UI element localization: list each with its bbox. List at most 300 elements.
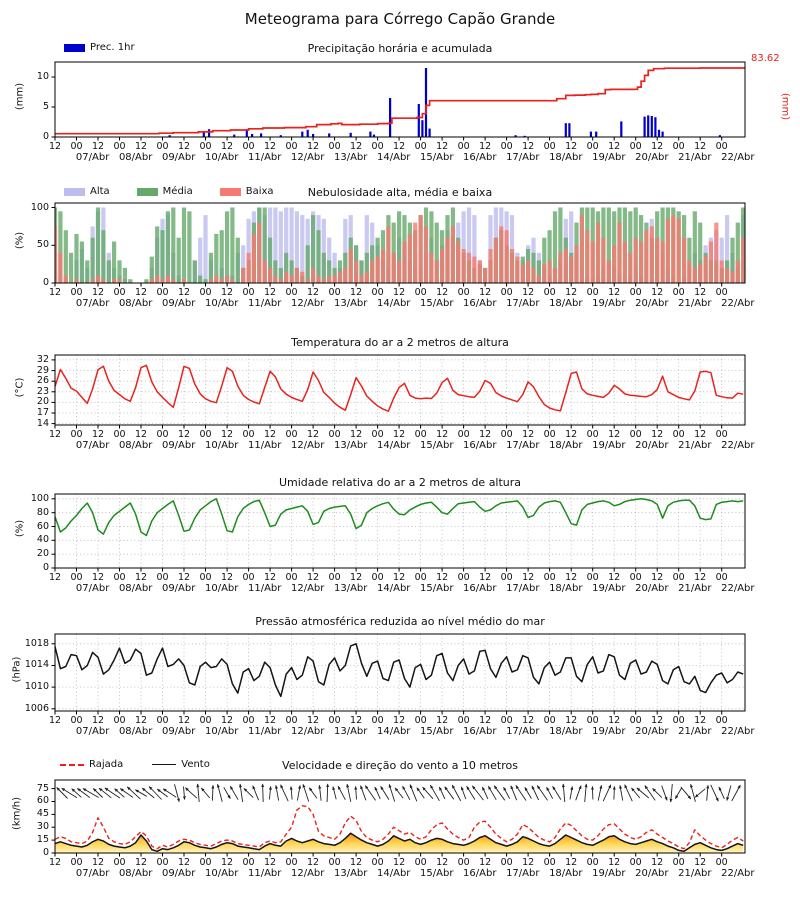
y-tick-label: 100 bbox=[30, 492, 49, 504]
x-tick-label: 00 bbox=[156, 429, 169, 440]
legend-wind bbox=[60, 759, 210, 770]
y-tick-label: 80 bbox=[36, 506, 49, 518]
ylabel-wind: (km/h) bbox=[11, 796, 23, 831]
x-tick-label: 00 bbox=[457, 141, 470, 152]
x-tick-label: 00 bbox=[586, 857, 599, 868]
x-tick-label: 12 bbox=[479, 857, 492, 868]
day-label: 08/Abr bbox=[118, 583, 153, 594]
ylabel-precip-right: (mm) bbox=[779, 92, 791, 121]
y-tick-label: 30 bbox=[36, 821, 49, 833]
day-label: 07/Abr bbox=[75, 868, 110, 879]
x-tick-label: 12 bbox=[221, 715, 234, 726]
x-tick-label: 12 bbox=[436, 287, 449, 298]
x-tick-label: 12 bbox=[307, 715, 320, 726]
x-tick-label: 12 bbox=[177, 287, 191, 298]
x-tick-label: 12 bbox=[350, 429, 363, 440]
x-tick-label: 00 bbox=[672, 141, 685, 152]
day-label: 08/Abr bbox=[118, 868, 153, 879]
x-tick-label: 00 bbox=[371, 287, 384, 298]
day-label: 15/Abr bbox=[420, 440, 454, 451]
x-tick-label: 00 bbox=[586, 429, 599, 440]
day-label: 22/Abr bbox=[721, 152, 755, 163]
x-tick-label: 00 bbox=[586, 141, 599, 152]
x-tick-label: 12 bbox=[91, 429, 105, 440]
legend-clouds bbox=[64, 186, 274, 197]
x-tick-label: 12 bbox=[177, 429, 191, 440]
x-tick-label: 12 bbox=[522, 857, 535, 868]
x-tick-label: 12 bbox=[608, 141, 621, 152]
x-tick-label: 00 bbox=[242, 429, 255, 440]
panel-title-pressure: Pressão atmosférica reduzida ao nível médio do mar bbox=[255, 615, 545, 628]
x-tick-label: 00 bbox=[586, 715, 599, 726]
x-tick-label: 12 bbox=[479, 141, 492, 152]
x-tick-label: 12 bbox=[350, 572, 363, 583]
x-tick-label: 12 bbox=[91, 715, 105, 726]
day-label: 19/Abr bbox=[592, 583, 626, 594]
x-tick-label: 00 bbox=[199, 857, 212, 868]
day-label: 09/Abr bbox=[161, 726, 196, 737]
x-tick-label: 12 bbox=[522, 429, 535, 440]
x-tick-label: 00 bbox=[371, 857, 384, 868]
x-tick-label: 00 bbox=[285, 429, 298, 440]
x-tick-label: 12 bbox=[221, 287, 234, 298]
x-tick-label: 12 bbox=[565, 287, 578, 298]
y-tick-label: 26 bbox=[36, 375, 49, 387]
x-tick-label: 00 bbox=[586, 572, 599, 583]
x-tick-label: 12 bbox=[651, 141, 664, 152]
day-label: 14/Abr bbox=[377, 440, 411, 451]
day-label: 20/Abr bbox=[635, 583, 669, 594]
x-tick-label: 12 bbox=[651, 572, 664, 583]
x-tick-label: 12 bbox=[522, 715, 535, 726]
x-tick-label: 12 bbox=[393, 287, 406, 298]
x-tick-label: 00 bbox=[242, 715, 255, 726]
x-tick-label: 12 bbox=[350, 141, 363, 152]
y-tick-label: 32 bbox=[36, 353, 49, 365]
day-label: 21/Abr bbox=[678, 726, 712, 737]
y-tick-label: 75 bbox=[36, 782, 49, 794]
x-tick-label: 00 bbox=[113, 429, 126, 440]
day-label: 09/Abr bbox=[161, 868, 196, 879]
y-tick-label: 100 bbox=[30, 201, 49, 213]
x-tick-label: 12 bbox=[608, 287, 621, 298]
legend-label-prec1hr: Prec. 1hr bbox=[90, 42, 135, 53]
x-tick-label: 12 bbox=[91, 572, 105, 583]
x-tick-label: 00 bbox=[70, 429, 83, 440]
day-label: 18/Abr bbox=[549, 583, 583, 594]
x-tick-label: 00 bbox=[457, 429, 470, 440]
x-tick-label: 00 bbox=[543, 857, 556, 868]
day-label: 17/Abr bbox=[506, 726, 540, 737]
day-label: 18/Abr bbox=[549, 868, 583, 879]
x-tick-label: 12 bbox=[565, 857, 578, 868]
day-label: 15/Abr bbox=[420, 298, 454, 309]
x-tick-label: 12 bbox=[350, 857, 363, 868]
x-tick-label: 12 bbox=[393, 715, 406, 726]
x-tick-label: 00 bbox=[371, 715, 384, 726]
x-tick-label: 00 bbox=[500, 572, 513, 583]
x-tick-label: 00 bbox=[672, 429, 685, 440]
x-tick-label: 00 bbox=[242, 857, 255, 868]
day-label: 19/Abr bbox=[592, 440, 626, 451]
prec1hr-swatch-icon bbox=[64, 44, 85, 52]
day-label: 17/Abr bbox=[506, 583, 540, 594]
x-tick-label: 12 bbox=[651, 287, 664, 298]
x-tick-label: 12 bbox=[91, 141, 105, 152]
x-tick-label: 00 bbox=[629, 429, 642, 440]
x-tick-label: 12 bbox=[565, 429, 578, 440]
x-tick-label: 00 bbox=[629, 715, 642, 726]
x-tick-label: 00 bbox=[629, 857, 642, 868]
day-label: 12/Abr bbox=[290, 583, 325, 594]
x-tick-label: 00 bbox=[715, 141, 728, 152]
x-tick-label: 12 bbox=[48, 141, 62, 152]
x-tick-label: 00 bbox=[715, 429, 728, 440]
day-label: 09/Abr bbox=[161, 152, 196, 163]
y-tick-label: 20 bbox=[36, 396, 49, 408]
legend-label-vento: Vento bbox=[181, 759, 210, 770]
day-label: 08/Abr bbox=[118, 726, 153, 737]
day-label: 10/Abr bbox=[204, 583, 239, 594]
x-tick-label: 00 bbox=[543, 287, 556, 298]
x-tick-label: 00 bbox=[414, 857, 427, 868]
x-tick-label: 12 bbox=[221, 141, 234, 152]
y-tick-label: 45 bbox=[36, 808, 49, 820]
x-tick-label: 00 bbox=[328, 287, 341, 298]
x-tick-label: 00 bbox=[242, 287, 255, 298]
x-tick-label: 12 bbox=[694, 141, 707, 152]
x-tick-label: 00 bbox=[672, 287, 685, 298]
x-tick-label: 12 bbox=[608, 715, 621, 726]
day-label: 13/Abr bbox=[334, 583, 368, 594]
x-tick-label: 00 bbox=[156, 572, 169, 583]
x-tick-label: 12 bbox=[48, 715, 62, 726]
x-tick-label: 12 bbox=[694, 429, 707, 440]
x-tick-label: 00 bbox=[70, 857, 83, 868]
x-tick-label: 00 bbox=[70, 287, 83, 298]
y-tick-label: 5 bbox=[42, 101, 49, 112]
panel-title-humidity: Umidade relativa do ar a 2 metros de altura bbox=[278, 476, 522, 489]
x-tick-label: 00 bbox=[113, 715, 126, 726]
x-tick-label: 00 bbox=[543, 429, 556, 440]
baixa-swatch-icon bbox=[220, 188, 241, 196]
x-tick-label: 00 bbox=[285, 572, 298, 583]
x-tick-label: 12 bbox=[479, 429, 492, 440]
x-tick-label: 00 bbox=[500, 287, 513, 298]
x-tick-label: 00 bbox=[414, 572, 427, 583]
x-tick-label: 12 bbox=[177, 857, 191, 868]
x-tick-label: 12 bbox=[694, 715, 707, 726]
x-tick-label: 00 bbox=[242, 141, 255, 152]
legend-precip bbox=[64, 42, 135, 53]
x-tick-label: 12 bbox=[134, 287, 148, 298]
day-label: 07/Abr bbox=[75, 583, 110, 594]
x-tick-label: 00 bbox=[242, 572, 255, 583]
x-tick-label: 00 bbox=[414, 287, 427, 298]
x-tick-label: 00 bbox=[199, 287, 212, 298]
x-tick-label: 00 bbox=[156, 715, 169, 726]
day-label: 08/Abr bbox=[118, 298, 153, 309]
x-tick-label: 00 bbox=[328, 857, 341, 868]
x-tick-label: 00 bbox=[457, 857, 470, 868]
y-tick-label: 1014 bbox=[24, 659, 49, 671]
x-tick-label: 12 bbox=[350, 715, 363, 726]
x-tick-label: 12 bbox=[479, 572, 492, 583]
x-tick-label: 00 bbox=[672, 572, 685, 583]
x-tick-label: 00 bbox=[285, 857, 298, 868]
x-tick-label: 12 bbox=[651, 715, 664, 726]
x-tick-label: 12 bbox=[694, 287, 707, 298]
x-tick-label: 00 bbox=[500, 429, 513, 440]
x-tick-label: 00 bbox=[156, 141, 169, 152]
day-label: 10/Abr bbox=[204, 152, 239, 163]
x-tick-label: 00 bbox=[500, 141, 513, 152]
x-tick-label: 00 bbox=[199, 141, 212, 152]
x-tick-label: 00 bbox=[371, 572, 384, 583]
x-tick-label: 00 bbox=[328, 429, 341, 440]
x-tick-label: 12 bbox=[91, 287, 105, 298]
x-tick-label: 00 bbox=[543, 572, 556, 583]
x-tick-label: 12 bbox=[134, 857, 148, 868]
x-tick-label: 00 bbox=[629, 287, 642, 298]
day-label: 17/Abr bbox=[506, 298, 540, 309]
x-tick-label: 12 bbox=[522, 287, 535, 298]
day-label: 16/Abr bbox=[463, 440, 497, 451]
day-label: 22/Abr bbox=[721, 726, 755, 737]
day-label: 21/Abr bbox=[678, 298, 712, 309]
x-tick-label: 00 bbox=[328, 141, 341, 152]
x-tick-label: 00 bbox=[715, 857, 728, 868]
x-tick-label: 00 bbox=[672, 715, 685, 726]
day-label: 15/Abr bbox=[420, 152, 454, 163]
y-tick-label: 0 bbox=[42, 847, 49, 858]
x-tick-label: 00 bbox=[543, 715, 556, 726]
x-tick-label: 12 bbox=[694, 572, 707, 583]
day-label: 12/Abr bbox=[290, 298, 325, 309]
y-tick-label: 17 bbox=[36, 406, 49, 418]
precip-total-value: 83.62 bbox=[751, 53, 780, 64]
day-label: 16/Abr bbox=[463, 583, 497, 594]
day-label: 14/Abr bbox=[377, 726, 411, 737]
x-tick-label: 12 bbox=[393, 141, 406, 152]
day-label: 15/Abr bbox=[420, 583, 454, 594]
x-tick-label: 00 bbox=[70, 141, 83, 152]
x-tick-label: 00 bbox=[500, 857, 513, 868]
x-tick-label: 12 bbox=[307, 572, 320, 583]
x-tick-label: 12 bbox=[350, 287, 363, 298]
y-tick-label: 0 bbox=[42, 131, 49, 142]
day-label: 16/Abr bbox=[463, 868, 497, 879]
day-label: 10/Abr bbox=[204, 726, 239, 737]
day-label: 22/Abr bbox=[721, 298, 755, 309]
x-tick-label: 00 bbox=[113, 287, 126, 298]
x-tick-label: 12 bbox=[134, 715, 148, 726]
x-tick-label: 12 bbox=[48, 429, 62, 440]
x-tick-label: 12 bbox=[608, 857, 621, 868]
x-tick-label: 00 bbox=[543, 141, 556, 152]
x-tick-label: 00 bbox=[199, 572, 212, 583]
day-label: 11/Abr bbox=[247, 726, 282, 737]
day-label: 20/Abr bbox=[635, 298, 669, 309]
x-tick-label: 12 bbox=[48, 572, 62, 583]
x-tick-label: 00 bbox=[113, 572, 126, 583]
day-label: 16/Abr bbox=[463, 152, 497, 163]
day-label: 09/Abr bbox=[161, 298, 196, 309]
x-tick-label: 12 bbox=[393, 429, 406, 440]
day-label: 10/Abr bbox=[204, 440, 239, 451]
x-tick-label: 12 bbox=[522, 141, 535, 152]
legend-label-media: Média bbox=[162, 186, 193, 197]
y-tick-label: 60 bbox=[36, 795, 49, 807]
rajada-line-icon bbox=[60, 764, 84, 766]
x-tick-label: 00 bbox=[156, 857, 169, 868]
x-tick-label: 00 bbox=[672, 857, 685, 868]
day-label: 11/Abr bbox=[247, 583, 282, 594]
x-tick-label: 00 bbox=[285, 715, 298, 726]
x-tick-label: 12 bbox=[393, 572, 406, 583]
day-label: 13/Abr bbox=[334, 298, 368, 309]
x-tick-label: 12 bbox=[479, 287, 492, 298]
day-label: 11/Abr bbox=[247, 868, 282, 879]
day-label: 10/Abr bbox=[204, 298, 239, 309]
media-swatch-icon bbox=[137, 188, 158, 196]
day-label: 17/Abr bbox=[506, 152, 540, 163]
day-label: 21/Abr bbox=[678, 583, 712, 594]
day-label: 21/Abr bbox=[678, 440, 712, 451]
y-tick-label: 1018 bbox=[24, 637, 49, 649]
day-label: 12/Abr bbox=[290, 868, 325, 879]
y-tick-label: 40 bbox=[36, 534, 49, 546]
x-tick-label: 00 bbox=[457, 287, 470, 298]
day-label: 22/Abr bbox=[721, 440, 755, 451]
y-tick-label: 1010 bbox=[24, 681, 49, 693]
x-tick-label: 12 bbox=[91, 857, 105, 868]
y-tick-label: 29 bbox=[36, 364, 49, 376]
panel-title-clouds: Nebulosidade alta, média e baixa bbox=[307, 186, 493, 199]
day-label: 19/Abr bbox=[592, 726, 626, 737]
x-tick-label: 12 bbox=[264, 715, 277, 726]
day-label: 21/Abr bbox=[678, 868, 712, 879]
day-label: 11/Abr bbox=[247, 152, 282, 163]
y-tick-label: 14 bbox=[36, 417, 49, 429]
day-label: 12/Abr bbox=[290, 152, 325, 163]
day-label: 20/Abr bbox=[635, 152, 669, 163]
x-tick-label: 12 bbox=[264, 429, 277, 440]
day-label: 22/Abr bbox=[721, 583, 755, 594]
x-tick-label: 12 bbox=[565, 141, 578, 152]
x-tick-label: 00 bbox=[113, 857, 126, 868]
day-label: 15/Abr bbox=[420, 868, 454, 879]
x-tick-label: 00 bbox=[715, 572, 728, 583]
x-tick-label: 00 bbox=[285, 287, 298, 298]
x-tick-label: 00 bbox=[113, 141, 126, 152]
legend-label-alta: Alta bbox=[90, 186, 110, 197]
x-tick-label: 12 bbox=[651, 429, 664, 440]
x-tick-label: 12 bbox=[134, 429, 148, 440]
day-label: 11/Abr bbox=[247, 440, 282, 451]
x-tick-label: 12 bbox=[651, 857, 664, 868]
day-label: 08/Abr bbox=[118, 152, 153, 163]
x-tick-label: 12 bbox=[608, 572, 621, 583]
panel-title-temp: Temperatura do ar a 2 metros de altura bbox=[291, 336, 509, 349]
x-tick-label: 00 bbox=[328, 715, 341, 726]
day-label: 09/Abr bbox=[161, 583, 196, 594]
x-tick-label: 12 bbox=[264, 141, 277, 152]
x-tick-label: 12 bbox=[436, 715, 449, 726]
x-tick-label: 12 bbox=[436, 572, 449, 583]
day-label: 13/Abr bbox=[334, 868, 368, 879]
x-tick-label: 00 bbox=[414, 429, 427, 440]
y-tick-label: 20 bbox=[36, 548, 49, 560]
alta-swatch-icon bbox=[64, 188, 85, 196]
day-label: 08/Abr bbox=[118, 440, 153, 451]
vento-line-icon bbox=[152, 764, 176, 765]
x-tick-label: 12 bbox=[436, 429, 449, 440]
x-tick-label: 00 bbox=[328, 572, 341, 583]
x-tick-label: 12 bbox=[436, 141, 449, 152]
panel-title-precip: Precipitação horária e acumulada bbox=[307, 42, 493, 55]
day-label: 10/Abr bbox=[204, 868, 239, 879]
y-tick-label: 60 bbox=[36, 520, 49, 532]
day-label: 19/Abr bbox=[592, 298, 626, 309]
x-tick-label: 00 bbox=[70, 572, 83, 583]
day-label: 17/Abr bbox=[506, 868, 540, 879]
y-tick-label: 1006 bbox=[24, 702, 49, 714]
x-tick-label: 00 bbox=[457, 715, 470, 726]
x-tick-label: 00 bbox=[371, 141, 384, 152]
day-label: 12/Abr bbox=[290, 440, 325, 451]
x-tick-label: 12 bbox=[264, 287, 277, 298]
day-label: 13/Abr bbox=[334, 440, 368, 451]
x-tick-label: 00 bbox=[500, 715, 513, 726]
day-label: 19/Abr bbox=[592, 152, 626, 163]
day-label: 07/Abr bbox=[75, 440, 110, 451]
ylabel-pressure: (hPa) bbox=[11, 656, 23, 683]
x-tick-label: 00 bbox=[457, 572, 470, 583]
day-label: 20/Abr bbox=[635, 440, 669, 451]
day-label: 20/Abr bbox=[635, 726, 669, 737]
legend-label-rajada: Rajada bbox=[89, 759, 124, 770]
x-tick-label: 00 bbox=[285, 141, 298, 152]
day-label: 15/Abr bbox=[420, 726, 454, 737]
x-tick-label: 00 bbox=[586, 287, 599, 298]
x-tick-label: 00 bbox=[715, 287, 728, 298]
day-label: 13/Abr bbox=[334, 726, 368, 737]
x-tick-label: 00 bbox=[199, 429, 212, 440]
day-label: 12/Abr bbox=[290, 726, 325, 737]
x-tick-label: 12 bbox=[307, 857, 320, 868]
ylabel-humidity: (%) bbox=[14, 519, 26, 538]
day-label: 18/Abr bbox=[549, 298, 583, 309]
x-tick-label: 12 bbox=[393, 857, 406, 868]
y-tick-label: 23 bbox=[36, 385, 49, 397]
day-label: 18/Abr bbox=[549, 726, 583, 737]
x-tick-label: 12 bbox=[134, 141, 148, 152]
x-tick-label: 12 bbox=[565, 572, 578, 583]
x-tick-label: 12 bbox=[608, 429, 621, 440]
x-tick-label: 00 bbox=[629, 141, 642, 152]
x-tick-label: 12 bbox=[177, 141, 191, 152]
x-tick-label: 12 bbox=[264, 857, 277, 868]
y-tick-label: 10 bbox=[36, 71, 49, 82]
day-label: 18/Abr bbox=[549, 152, 583, 163]
day-label: 07/Abr bbox=[75, 726, 110, 737]
x-tick-label: 12 bbox=[479, 715, 492, 726]
x-tick-label: 12 bbox=[694, 857, 707, 868]
day-label: 07/Abr bbox=[75, 298, 110, 309]
day-label: 14/Abr bbox=[377, 583, 411, 594]
x-tick-label: 12 bbox=[522, 572, 535, 583]
